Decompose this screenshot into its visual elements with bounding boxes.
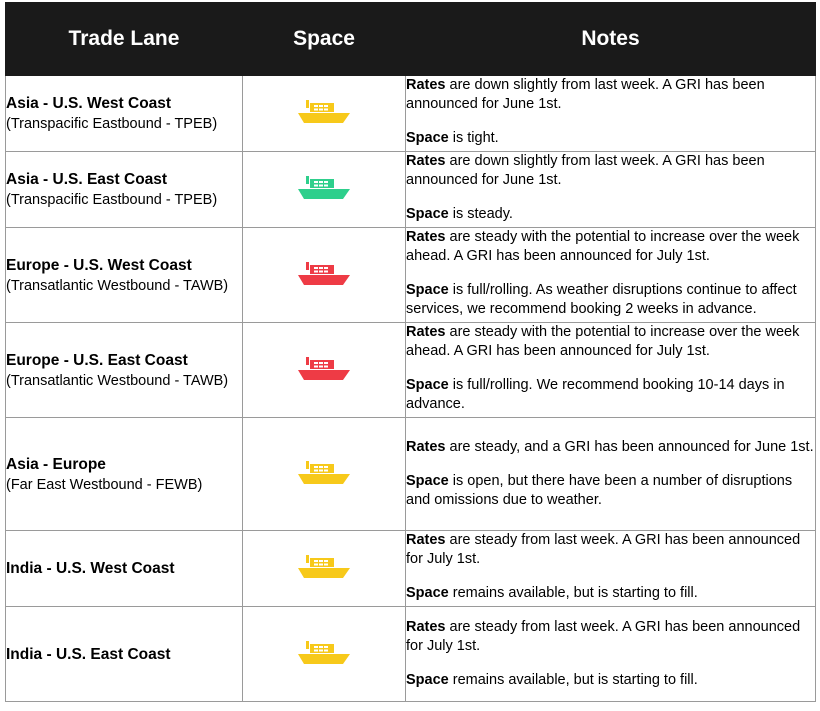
- space-text: remains available, but is starting to fill.: [448, 585, 698, 601]
- lane-subtitle: (Transatlantic Westbound - TAWB): [6, 372, 229, 389]
- lane-subtitle: (Transatlantic Westbound - TAWB): [6, 277, 229, 294]
- notes-cell: [406, 152, 816, 228]
- cargo-ship-icon: [296, 552, 352, 580]
- rates-text: are steady from last week. A GRI has been announced for July 1st.: [406, 532, 801, 567]
- lane-name: India - U.S. East Coast: [6, 645, 171, 663]
- space-text: remains available, but is starting to fill.: [448, 672, 698, 688]
- notes-cell: [406, 531, 816, 607]
- trade-lane-cell: [6, 607, 243, 702]
- trade-lane-cell: [6, 152, 243, 228]
- rates-text: are steady with the potential to increase over the week ahead. A GRI has been announced for July 1st.: [406, 229, 800, 264]
- lane-name: Europe - U.S. East Coast: [6, 351, 188, 369]
- cargo-ship-icon: [296, 259, 352, 287]
- space-label: Space: [406, 473, 449, 489]
- space-text: is tight.: [448, 130, 499, 146]
- lane-name: Asia - Europe: [6, 455, 106, 473]
- cargo-ship-icon: [296, 458, 352, 486]
- space-label: Space: [406, 672, 449, 688]
- rates-label: Rates: [406, 619, 446, 635]
- notes-cell: [406, 607, 816, 702]
- space-label: Space: [406, 377, 449, 393]
- rates-text: are down slightly from last week. A GRI has been announced for June 1st.: [406, 77, 765, 112]
- notes-cell: [406, 228, 816, 323]
- trade-lane-cell: [6, 531, 243, 607]
- rates-text: are steady from last week. A GRI has been announced for July 1st.: [406, 619, 801, 654]
- table-row: [6, 152, 816, 228]
- trade-lane-cell: [6, 418, 243, 531]
- space-cell: [243, 323, 406, 418]
- lane-name: Asia - U.S. West Coast: [6, 95, 172, 112]
- space-text: is steady.: [448, 206, 513, 222]
- space-label: Space: [406, 282, 449, 298]
- space-text: is full/rolling. We recommend booking 10-14 days in advance.: [406, 377, 785, 412]
- header-trade-lane: Trade Lane: [6, 3, 243, 76]
- notes-cell: [406, 418, 816, 531]
- lane-name: India - U.S. West Coast: [6, 560, 175, 577]
- space-cell: [243, 152, 406, 228]
- rates-label: Rates: [406, 229, 446, 245]
- rates-text: are steady, and a GRI has been announced for June 1st.: [445, 439, 814, 455]
- space-text: is full/rolling. As weather disruptions continue to affect services, we recommend booking 2 weeks in advance.: [406, 282, 797, 317]
- rates-text: are down slightly from last week. A GRI has been announced for June 1st.: [406, 153, 765, 188]
- rates-label: Rates: [406, 532, 446, 548]
- header-row: [6, 3, 816, 76]
- lane-subtitle: (Transpacific Eastbound - TPEB): [6, 116, 218, 132]
- space-cell: [243, 76, 406, 152]
- rates-label: Rates: [406, 153, 446, 169]
- trade-lane-cell: [6, 76, 243, 152]
- header-notes: Notes: [406, 3, 816, 76]
- trade-lane-cell: [6, 228, 243, 323]
- space-cell: [243, 531, 406, 607]
- table-row: [6, 323, 816, 418]
- header-space: Space: [243, 3, 406, 76]
- cargo-ship-icon: [296, 173, 352, 201]
- trade-lane-cell: [6, 323, 243, 418]
- rates-label: Rates: [406, 77, 446, 93]
- notes-cell: [406, 323, 816, 418]
- space-label: Space: [406, 206, 449, 222]
- space-text: is open, but there have been a number of disruptions and omissions due to weather.: [406, 473, 793, 508]
- cargo-ship-icon: [296, 354, 352, 382]
- rates-label: Rates: [406, 439, 446, 455]
- space-cell: [243, 418, 406, 531]
- table-row: [6, 418, 816, 531]
- lane-subtitle: (Far East Westbound - FEWB): [6, 476, 203, 493]
- lane-subtitle: (Transpacific Eastbound - TPEB): [6, 192, 218, 208]
- cargo-ship-icon: [296, 638, 352, 666]
- cargo-ship-icon: [296, 97, 352, 125]
- table-row: [6, 531, 816, 607]
- rates-text: are steady with the potential to increase over the week ahead. A GRI has been announced for July 1st.: [406, 324, 800, 359]
- notes-cell: [406, 76, 816, 152]
- table-row: [6, 607, 816, 702]
- space-cell: [243, 607, 406, 702]
- table-row: [6, 228, 816, 323]
- table-row: [6, 76, 816, 152]
- space-label: Space: [406, 130, 449, 146]
- space-cell: [243, 228, 406, 323]
- lane-name: Asia - U.S. East Coast: [6, 171, 168, 188]
- lane-name: Europe - U.S. West Coast: [6, 256, 192, 274]
- trade-lane-table: [5, 2, 816, 702]
- rates-label: Rates: [406, 324, 446, 340]
- space-label: Space: [406, 585, 449, 601]
